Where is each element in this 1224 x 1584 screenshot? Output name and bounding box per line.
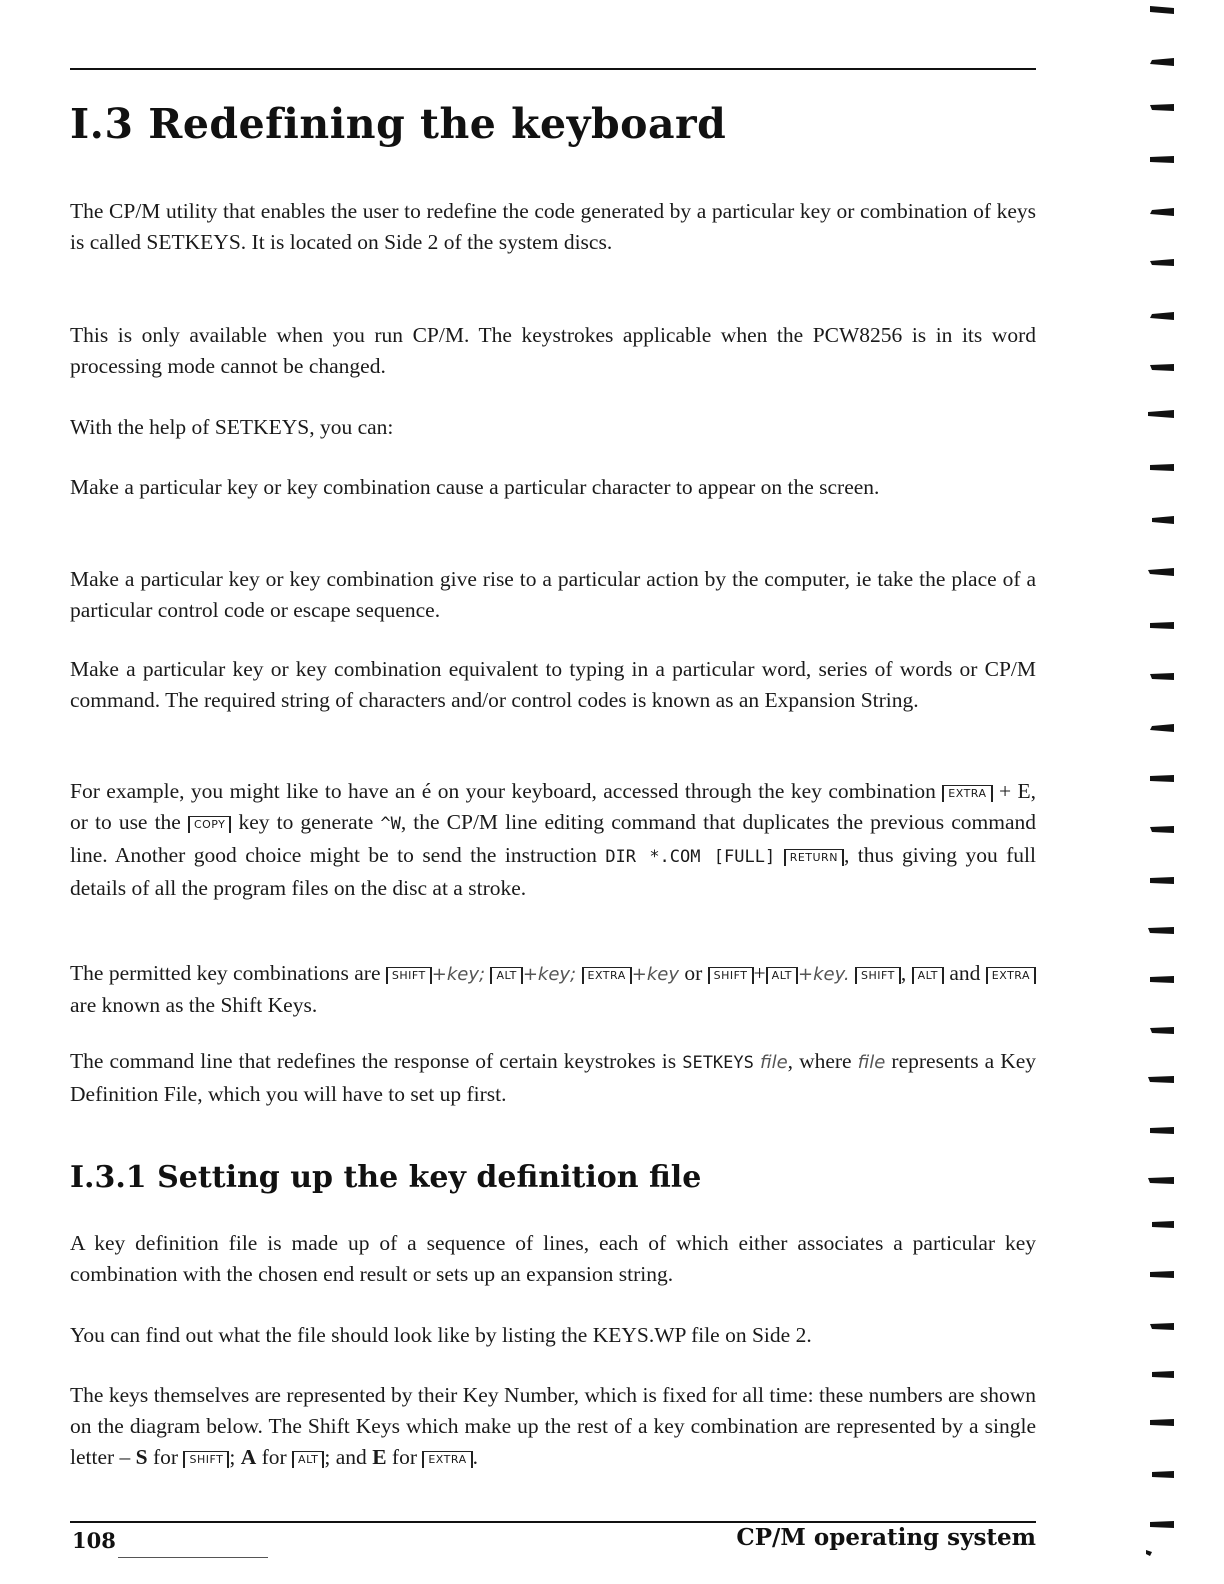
- binding-mark: [1150, 826, 1174, 833]
- letter-a: A: [240, 1445, 257, 1469]
- binding-mark: [1150, 312, 1174, 320]
- key-cap-alt: ALT: [912, 967, 944, 984]
- code-setkeys: SETKEYS: [682, 1053, 754, 1073]
- page-number: 108: [72, 1528, 116, 1553]
- paragraph-setkeys-intro: The CP/M utility that enables the user to redefine the code generated by a particular key or combination of keys is called SETKEYS. It is located on Side 2 of the system discs.: [70, 199, 1036, 254]
- key-cap-extra: EXTRA: [582, 967, 632, 984]
- top-rule: [70, 68, 1036, 70]
- italic-key: +key;: [522, 964, 577, 985]
- binding-mark: [1150, 724, 1174, 732]
- key-cap-alt: ALT: [766, 967, 798, 984]
- text: The permitted key combinations are: [70, 961, 381, 985]
- paragraph-permitted-combinations: [70, 958, 1036, 1021]
- italic-file: file: [759, 1052, 788, 1073]
- bottom-rule: [70, 1521, 1036, 1523]
- binding-edge-marks: [1140, 0, 1224, 1584]
- key-cap-shift: SHIFT: [855, 967, 901, 984]
- paragraph-key-definition-file: A key definition file is made up of a sequence of lines, each of which either associates a particular key combination with the chosen end result or sets up an expansion string.: [70, 1231, 1036, 1286]
- code-dir-command: DIR *.COM [FULL]: [605, 847, 776, 867]
- key-cap-shift: SHIFT: [183, 1451, 229, 1468]
- binding-mark: [1152, 516, 1174, 524]
- text: for: [391, 1445, 417, 1469]
- binding-mark: [1148, 568, 1174, 576]
- italic-key: +key.: [798, 964, 850, 985]
- text: key to generate: [238, 810, 374, 834]
- binding-mark: [1150, 58, 1174, 66]
- text: represents a Key Definition File, which you will have to set up first.: [70, 1049, 1037, 1106]
- binding-mark: [1150, 208, 1174, 216]
- binding-mark: [1150, 1127, 1174, 1134]
- binding-mark: [1150, 1271, 1174, 1278]
- italic-file: file: [857, 1052, 886, 1073]
- binding-mark: [1150, 976, 1174, 983]
- binding-mark: [1150, 104, 1174, 111]
- key-cap-alt: ALT: [490, 967, 522, 984]
- section-heading: I.3 Redefining the keyboard: [70, 100, 727, 148]
- key-cap-alt: ALT: [292, 1451, 324, 1468]
- text: + E, or to use the: [70, 779, 1037, 834]
- key-cap-extra: EXTRA: [986, 967, 1036, 984]
- binding-mark: [1150, 1323, 1174, 1330]
- paragraph-you-can: With the help of SETKEYS, you can:: [70, 415, 394, 439]
- key-cap-return: RETURN: [784, 849, 844, 866]
- binding-mark: [1150, 877, 1174, 884]
- text: and: [949, 961, 981, 985]
- text: The command line that redefines the response of certain keystrokes is: [70, 1049, 677, 1073]
- key-cap-copy: COPY: [188, 816, 231, 833]
- text: .: [472, 1445, 478, 1469]
- binding-mark: [1150, 464, 1174, 471]
- running-footer-title: CP/M operating system: [736, 1524, 1036, 1551]
- key-cap-extra: EXTRA: [942, 785, 992, 802]
- key-cap-shift: SHIFT: [708, 967, 754, 984]
- paragraph-expansion-string: Make a particular key or key combination equivalent to typing in a particular word, series of words or CP/M command. The required string of characters and/or control codes is known as an Expansion String.: [70, 657, 1036, 712]
- text: , the CP/M line editing command that duplicates the previous command line. Another good choice might be to send the instruction: [70, 810, 1037, 867]
- text: ,: [900, 961, 907, 985]
- text: +: [753, 961, 766, 985]
- italic-key: +key: [631, 964, 679, 985]
- binding-mark: [1148, 1076, 1174, 1083]
- paragraph-key-numbers: [70, 1380, 1036, 1473]
- letter-e: E: [372, 1445, 387, 1469]
- binding-mark: [1148, 1177, 1174, 1184]
- binding-mark: [1150, 259, 1174, 266]
- text: For example, you might like to have an é on your keyboard, accessed through the key combination: [70, 779, 936, 803]
- binding-mark: [1150, 673, 1174, 680]
- binding-mark: [1150, 364, 1174, 371]
- key-cap-extra: EXTRA: [422, 1451, 472, 1468]
- binding-mark: [1150, 1521, 1174, 1528]
- binding-mark: [1148, 410, 1174, 418]
- binding-mark: [1152, 1471, 1174, 1478]
- text: or: [684, 961, 703, 985]
- page-number-underline: [118, 1557, 268, 1558]
- text: ; and: [324, 1445, 367, 1469]
- letter-s: S: [135, 1445, 148, 1469]
- paragraph-keys-wp: You can find out what the file should look like by listing the KEYS.WP file on Side 2.: [70, 1323, 812, 1347]
- text: for: [153, 1445, 179, 1469]
- text: are known as the Shift Keys.: [70, 993, 318, 1017]
- binding-mark: [1150, 622, 1174, 629]
- paragraph-example: [70, 776, 1036, 904]
- text: The keys themselves are represented by their Key Number, which is fixed for all time: these numbers are shown on the diagram below. The Shift Keys which make up the rest of a key combination are represented by a single letter –: [70, 1383, 1036, 1469]
- paragraph-action: Make a particular key or key combination give rise to a particular action by the computer, ie take the place of a particular control code or escape sequence.: [70, 567, 1036, 622]
- text: for: [261, 1445, 287, 1469]
- paragraph-cpm-only: This is only available when you run CP/M. The keystrokes applicable when the PCW8256 is in its word processing mode cannot be changed.: [70, 323, 1036, 378]
- italic-key: +key;: [431, 964, 486, 985]
- paragraph-command-line: [70, 1046, 1036, 1110]
- binding-mark: [1150, 6, 1174, 14]
- text: , where: [787, 1049, 852, 1073]
- text: ;: [229, 1445, 236, 1469]
- key-cap-shift: SHIFT: [386, 967, 432, 984]
- code-ctrl-w: ^W: [380, 814, 401, 834]
- binding-mark: [1150, 156, 1174, 163]
- paragraph-character: Make a particular key or key combination cause a particular character to appear on the screen.: [70, 475, 880, 499]
- binding-mark: [1152, 1371, 1174, 1378]
- binding-mark: [1146, 1550, 1152, 1556]
- binding-mark: [1150, 1027, 1174, 1034]
- subsection-heading: I.3.1 Setting up the key definition file: [70, 1160, 702, 1195]
- binding-mark: [1152, 1221, 1174, 1228]
- binding-mark: [1150, 1419, 1174, 1426]
- text: , thus giving you full details of all the program files on the disc at a stroke.: [70, 843, 1037, 900]
- binding-mark: [1148, 927, 1174, 934]
- binding-mark: [1150, 775, 1174, 782]
